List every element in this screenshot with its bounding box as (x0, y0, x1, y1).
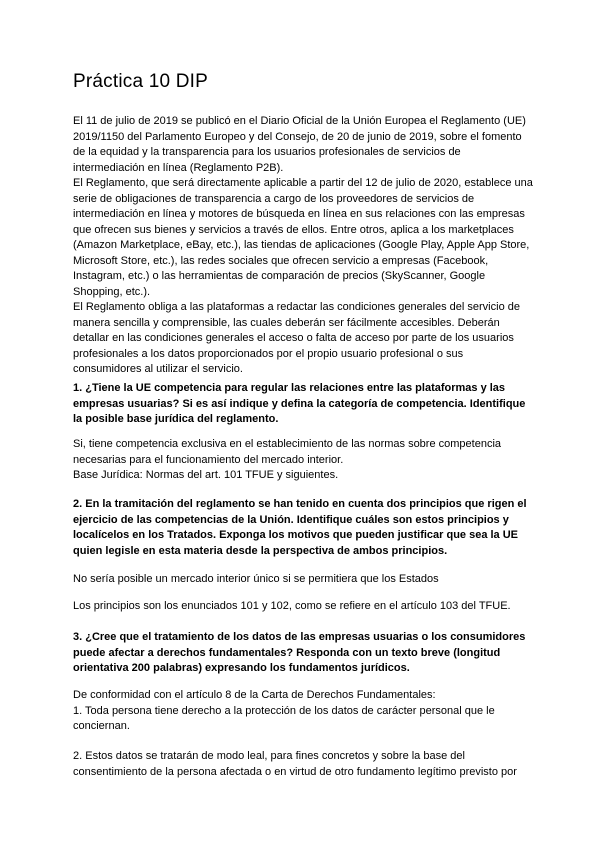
question-3: 3. ¿Cree que el tratamiento de los datos de las empresas usuarias o los consumidores puede afectar a derechos fundamentales? Responda con un texto breve (longitud orientativa 200 palabras) expresando los fundamentos jurídicos. (73, 631, 526, 674)
question-2: 2. En la tramitación del reglamento se han tenido en cuenta dos principios que rigen el ejercicio de las competencias de la Unión. Identifique cuáles son estos principios y localícelos en los Tratados. Exponga los motivos que pueden justificar que sea la UE quien legisle en esta materia desde la perspectiva de ambos principios. (73, 498, 527, 557)
intro-section (73, 114, 533, 378)
page-title: Práctica 10 DIP (73, 71, 208, 92)
answer-1 (73, 437, 533, 484)
answer-2-line-1: No sería posible un mercado interior único si se permitiera que los Estados (73, 573, 439, 585)
answer-3 (73, 688, 533, 735)
answer-3-point-1: 1. Toda persona tiene derecho a la protección de los datos de carácter personal que le conciernan. (73, 704, 495, 732)
answer-1-legal-basis: Base Jurídica: Normas del art. 101 TFUE y siguientes. (73, 469, 339, 481)
question-1: 1. ¿Tiene la UE competencia para regular las relaciones entre las plataformas y las empresas usuarias? Si es así indique y defina la categoría de competencia. Identifique la posible base jurídica del reglamento. (73, 382, 526, 425)
intro-paragraph-2: El Reglamento, que será directamente aplicable a partir del 12 de julio de 2020, establece una serie de obligaciones de transparencia a cargo de los proveedores de servicios de intermediación en línea y motores de búsqueda en línea en sus relaciones con las empresas que ofrecen sus bienes y servicios a través de ellos. Entre otros, aplica a los marketplaces (Amazon Marketplace, eBay, etc.), las tiendas de aplicaciones (Google Play, Apple App Store, Microsoft Store, etc.), las redes sociales que ofrecen servicio a empresas (Facebook, Instagram, etc.) o las herramientas de comparación de precios (SkyScanner, Google Shopping, etc.). (73, 177, 533, 298)
answer-3-point-2: 2. Estos datos se tratarán de modo leal, para fines concretos y sobre la base del consentimiento de la persona afectada o en virtud de otro fundamento legítimo previsto por (73, 750, 517, 778)
answer-2-line-2: Los principios son los enunciados 101 y 102, como se refiere en el artículo 103 del TFUE. (73, 600, 511, 612)
intro-paragraph-1: El 11 de julio de 2019 se publicó en el Diario Oficial de la Unión Europea el Reglamento (UE) 2019/1150 del Parlamento Europeo y del Consejo, de 20 de junio de 2019, sobre el fomento de la equidad y la transparencia para los usuarios profesionales de servicios de intermediación en línea (Reglamento P2B). (73, 115, 526, 174)
answer-3-intro: De conformidad con el artículo 8 de la Carta de Derechos Fundamentales: (73, 689, 436, 701)
intro-paragraph-3: El Reglamento obliga a las plataformas a redactar las condiciones generales del servicio de manera sencilla y comprensible, las cuales deberán ser fácilmente accesibles. Deberán detallar en las condiciones generales el acceso o falta de acceso por parte de los usuarios profesionales a los datos proporcionados por el propio usuario profesional o sus consumidores al utilizar el servicio. (73, 301, 520, 375)
answer-1-text: Si, tiene competencia exclusiva en el establecimiento de las normas sobre competencia necesarias para el funcionamiento del mercado interior. (73, 438, 502, 466)
